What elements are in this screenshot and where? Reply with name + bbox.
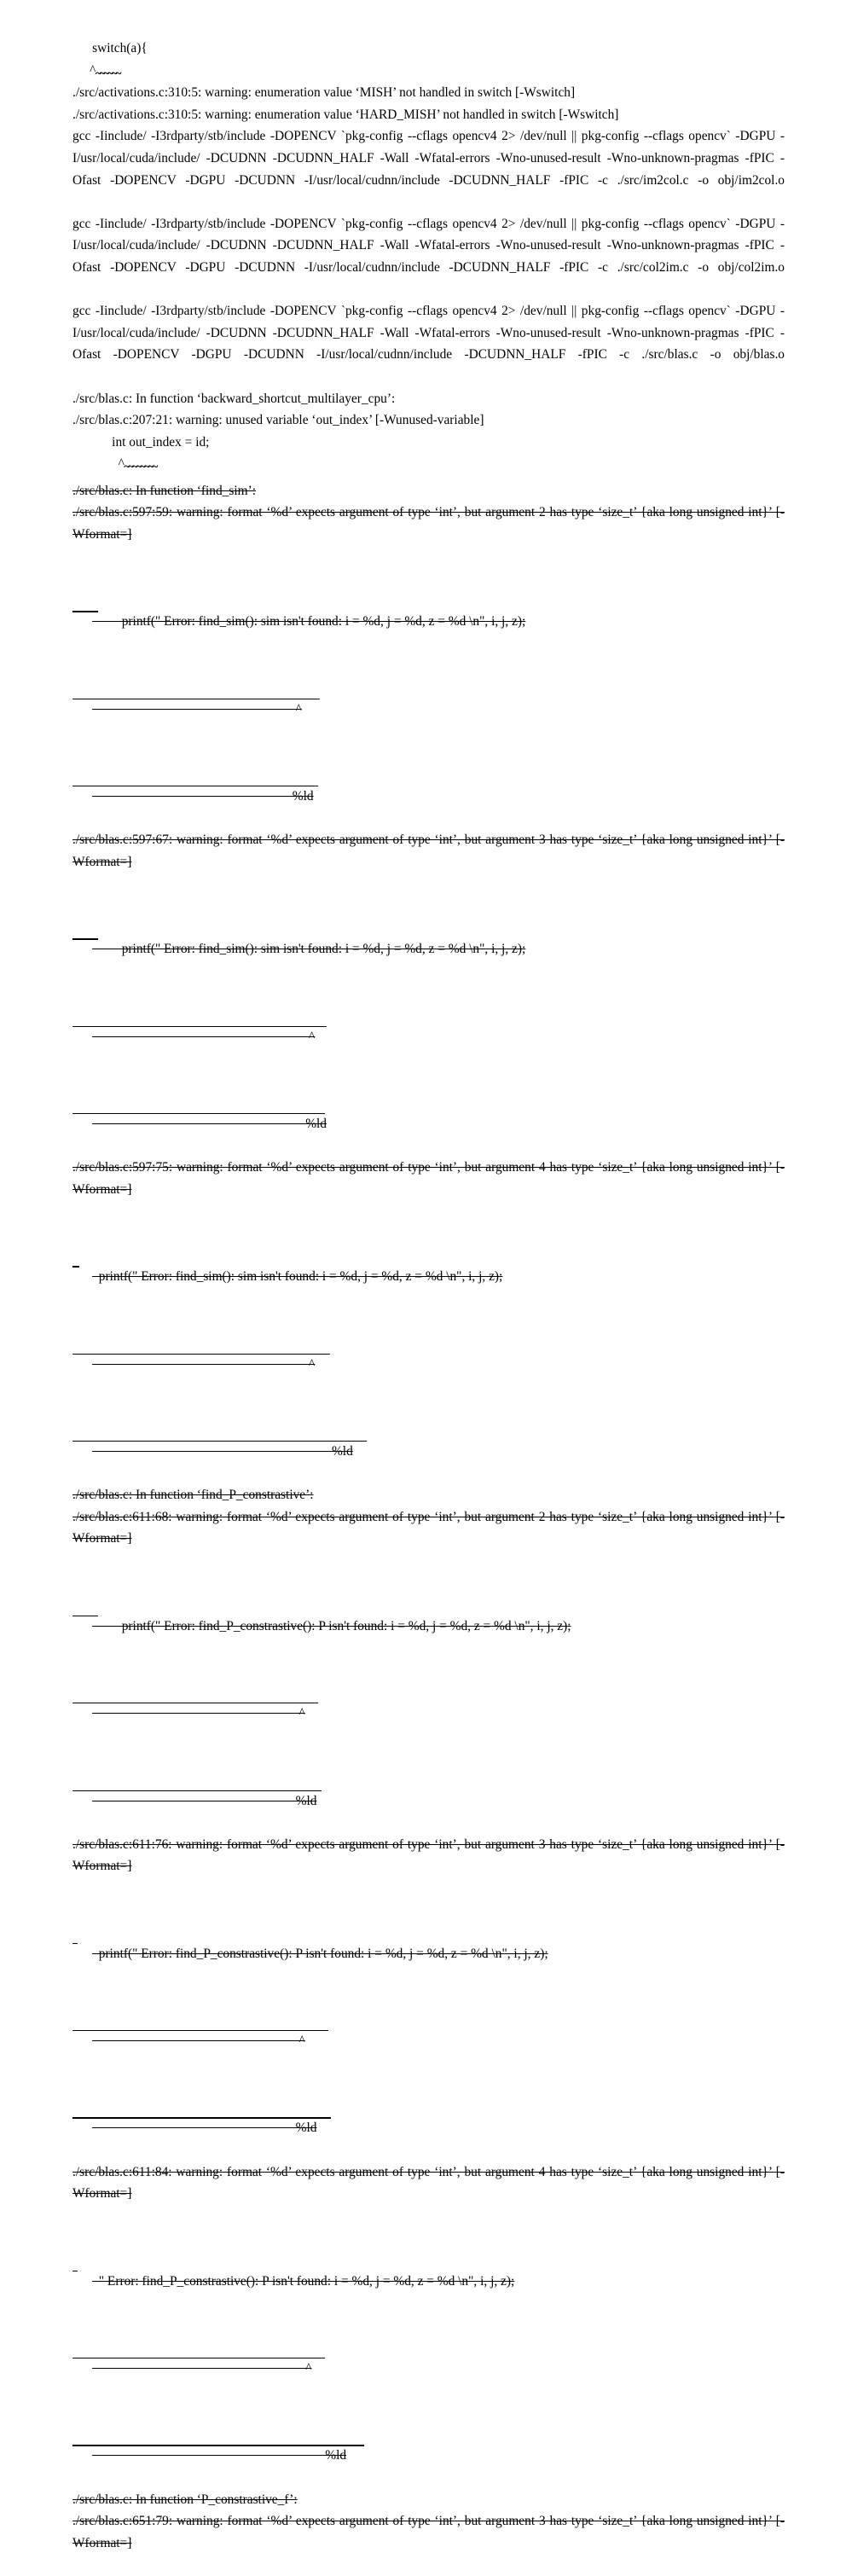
log-line-caret-marker-deleted (72, 1659, 785, 1746)
log-line-context: ./src/blas.c: In function ‘backward_shortcut_multilayer_cpu’: (72, 391, 396, 406)
fixit-hint: %ld (92, 2121, 317, 2136)
log-line-caret-marker (72, 60, 785, 83)
fixit-hint: %ld (92, 2448, 347, 2463)
strike-rule (72, 1266, 79, 1267)
log-line-context-deleted: ./src/blas.c: In function ‘find_sim’: (72, 483, 256, 498)
caret-glyph: ^ (72, 62, 96, 78)
log-line-fixit-deleted (72, 1746, 785, 1833)
log-line-warning: ./src/activations.c:310:5: warning: enumeration value ‘MISH’ not handled in switch [-Wswitch] (72, 85, 576, 101)
log-line-source-echo-deleted (72, 1572, 785, 1659)
log-line-source-echo-deleted (72, 2226, 785, 2313)
log-line-source-echo-deleted (72, 567, 785, 654)
log-line-caret-marker (72, 453, 785, 476)
caret-glyph: ^ (92, 1706, 305, 1721)
log-line-text: printf(" Error: find_sim(): sim isn't found: i = %d, j = %d, z = %d \n", i, j, z); (92, 1269, 503, 1285)
log-line-fixit-deleted (72, 1070, 785, 1157)
log-line-caret-marker-deleted (72, 1309, 785, 1396)
fixit-hint: %ld (92, 789, 314, 804)
fixit-hint: %ld (92, 1444, 353, 1459)
log-line-warning-deleted: ./src/blas.c:597:67: warning: format ‘%d’ expects argument of type ‘int’, but argument 3 has type ‘size_t’ {aka long unsigned int}’ [-Wformat=] (72, 833, 785, 869)
log-line-command: gcc -Iinclude/ -I3rdparty/stb/include -DOPENCV `pkg-config --cflags opencv4 2> /dev/null || pkg-config --cflags opencv` -DGPU -I/usr/local/cuda/include/ -DCUDNN -DCUDNN_HALF -Wall -Wfatal-errors -Wno-unused-result -Wno-unknown-pragmas -fPIC -Ofast -DOPENCV -DGPU -DCUDNN -I/usr/local/cudnn/include -DCUDNN_HALF -fPIC -c ./src/blas.c -o obj/blas.o (72, 304, 785, 363)
log-line-source-echo-deleted (72, 895, 785, 982)
log-line-warning: ./src/blas.c:207:21: warning: unused variable ‘out_index’ [-Wunused-variable] (72, 413, 484, 428)
caret-glyph: ^ (92, 1356, 316, 1372)
caret-glyph: ^ (92, 2034, 305, 2049)
log-line-text: printf(" Error: find_P_constrastive(): P isn't found: i = %d, j = %d, z = %d \n", i, j, z); (92, 1946, 548, 1961)
caret-glyph: ^ (92, 701, 302, 717)
strike-rule (72, 1943, 78, 1944)
log-line-source-echo-deleted (72, 1899, 785, 1986)
log-line-caret-marker-deleted (72, 655, 785, 742)
log-line-warning-deleted: ./src/blas.c:611:68: warning: format ‘%d’ expects argument of type ‘int’, but argument 2 has type ‘size_t’ {aka long unsigned int}’ [-Wformat=] (72, 1509, 785, 1546)
log-line-command: gcc -Iinclude/ -I3rdparty/stb/include -DOPENCV `pkg-config --cflags opencv4 2> /dev/null || pkg-config --cflags opencv` -DGPU -I/usr/local/cuda/include/ -DCUDNN -DCUDNN_HALF -Wall -Wfatal-errors -Wno-unused-result -Wno-unknown-pragmas -fPIC -Ofast -DOPENCV -DGPU -DCUDNN -I/usr/local/cudnn/include -DCUDNN_HALF -fPIC -c ./src/col2im.c -o obj/col2im.o (72, 216, 785, 275)
log-line-text: printf(" Error: find_sim(): sim isn't found: i = %d, j = %d, z = %d \n", i, j, z); (92, 614, 526, 629)
tilde-glyph: ~~~~~~ (95, 67, 119, 80)
log-line-context-deleted: ./src/blas.c: In function ‘find_P_constrastive’: (72, 1488, 314, 1503)
log-line-caret-marker-deleted (72, 983, 785, 1070)
log-line-warning-deleted: ./src/blas.c:597:59: warning: format ‘%d’ expects argument of type ‘int’, but argument 2 has type ‘size_t’ {aka long unsigned int}’ [-Wformat=] (72, 505, 785, 542)
log-line-caret-marker-deleted (72, 1987, 785, 2074)
log-line-warning-deleted: ./src/blas.c:611:84: warning: format ‘%d’ expects argument of type ‘int’, but argument 4 has type ‘size_t’ {aka long unsigned int}’ [-Wformat=] (72, 2164, 785, 2202)
log-line-warning-deleted: ./src/blas.c:611:76: warning: format ‘%d’ expects argument of type ‘int’, but argument 3 has type ‘size_t’ {aka long unsigned int}’ [-Wformat=] (72, 1836, 785, 1874)
log-line-source-echo-deleted (72, 1222, 785, 1309)
build-log-body (72, 38, 785, 2576)
fixit-hint: %ld (92, 1117, 327, 1132)
log-line-fixit-deleted (72, 1397, 785, 1484)
log-line-fixit-deleted (72, 2401, 785, 2488)
log-line-source-echo: switch(a){ (72, 41, 148, 55)
caret-glyph: ^ (92, 1029, 316, 1044)
log-line-context-deleted: ./src/blas.c: In function ‘P_constrastive_f’: (72, 2492, 298, 2507)
log-line-warning: ./src/activations.c:310:5: warning: enumeration value ‘HARD_MISH’ not handled in switch [-Wswitch] (72, 107, 619, 122)
tilde-glyph: ~~~~~~~~ (124, 461, 156, 474)
log-line-text: printf(" Error: find_sim(): sim isn't found: i = %d, j = %d, z = %d \n", i, j, z); (92, 942, 526, 957)
caret-glyph: ^ (92, 2360, 312, 2376)
log-line-text: printf(" Error: find_P_constrastive(): P isn't found: i = %d, j = %d, z = %d \n", i, j, z); (92, 1618, 571, 1633)
log-line-source-echo: int out_index = id; (72, 434, 210, 450)
log-line-text: " Error: find_P_constrastive(): P isn't found: i = %d, j = %d, z = %d \n", i, j, z); (92, 2273, 515, 2289)
log-line-fixit-deleted (72, 742, 785, 829)
log-line-warning-deleted: ./src/blas.c:597:75: warning: format ‘%d’ expects argument of type ‘int’, but argument 4 has type ‘size_t’ {aka long unsigned int}’ [-Wformat=] (72, 1160, 785, 1197)
log-line-caret-marker-deleted (72, 2314, 785, 2401)
caret-glyph: ^ (72, 456, 125, 472)
log-line-warning-deleted: ./src/blas.c:651:79: warning: format ‘%d’ expects argument of type ‘int’, but argument 3 has type ‘size_t’ {aka long unsigned int}’ [-Wformat=] (72, 2514, 785, 2550)
log-line-command: gcc -Iinclude/ -I3rdparty/stb/include -DOPENCV `pkg-config --cflags opencv4 2> /dev/null || pkg-config --cflags opencv` -DGPU -I/usr/local/cuda/include/ -DCUDNN -DCUDNN_HALF -Wall -Wfatal-errors -Wno-unused-result -Wno-unknown-pragmas -fPIC -Ofast -DOPENCV -DGPU -DCUDNN -I/usr/local/cudnn/include -DCUDNN_HALF -fPIC -c ./src/im2col.c -o obj/im2col.o (72, 129, 785, 188)
log-line-fixit-deleted (72, 2074, 785, 2161)
fixit-hint: %ld (92, 1793, 317, 1808)
